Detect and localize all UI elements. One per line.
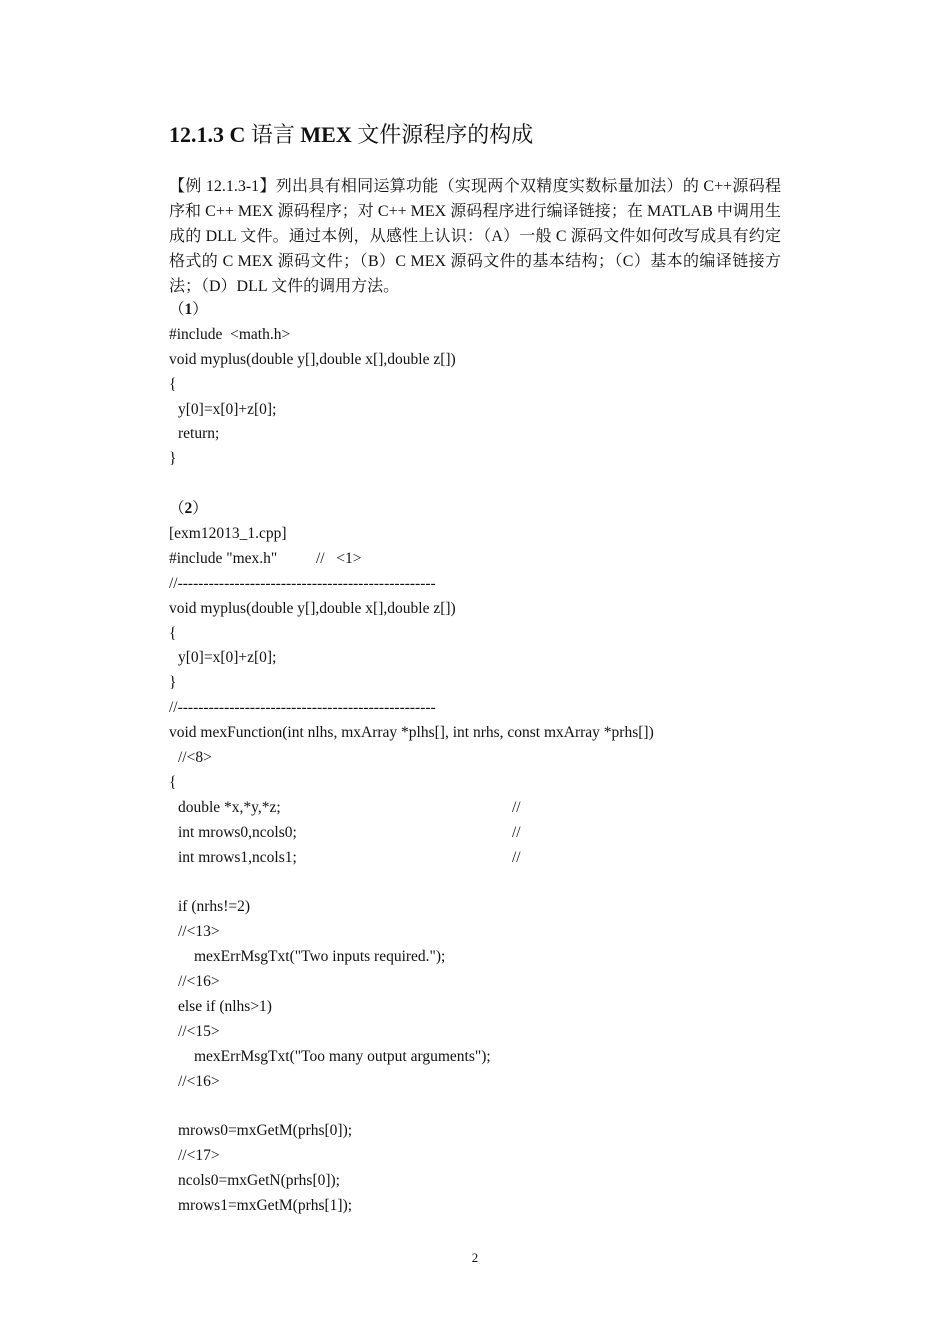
code-line: ncols0=mxGetN(prhs[0]); (178, 1172, 340, 1190)
section-heading (169, 120, 533, 150)
code-line: #include <math.h> (169, 325, 291, 343)
code-line: void myplus(double y[],double x[],double z[]) (169, 599, 456, 617)
code-line: y[0]=x[0]+z[0]; (178, 400, 277, 418)
code-line: mrows0=mxGetM(prhs[0]); (178, 1122, 353, 1140)
code-line: mrows1=mxGetM(prhs[1]); (178, 1197, 353, 1215)
code-line: } (169, 450, 177, 468)
blank-line (169, 870, 781, 895)
code-comment: //<16> (178, 973, 220, 991)
blank-line (169, 1095, 781, 1120)
section-number: 12.1.3 (169, 122, 224, 147)
code-line: int mrows0,ncols0; // (169, 821, 781, 846)
code-comment: // (512, 798, 521, 816)
example-paragraph (169, 174, 781, 299)
code-line: #include "mex.h" // <1> (169, 549, 362, 567)
code-line: return; (178, 425, 220, 443)
code-comment: //<16> (178, 1072, 220, 1090)
code-comment: //<17> (178, 1147, 220, 1165)
code-listing (169, 298, 781, 1219)
code-line: mexErrMsgTxt("Two inputs required."); (194, 948, 446, 966)
code-line: void myplus(double y[],double x[],double z[]) (169, 350, 456, 368)
section-title-mex: MEX (300, 122, 352, 147)
code-line: int mrows1,ncols1; // (169, 846, 781, 871)
code-line: void mexFunction(int nlhs, mxArray *plhs[], int nrhs, const mxArray *prhs[]) (169, 724, 654, 742)
section-title-c: C (229, 122, 246, 147)
code-line: double *x,*y,*z; // (169, 796, 781, 821)
blank-line (169, 472, 781, 497)
code-line: { (169, 624, 177, 642)
section-title-part1: 语言 (245, 122, 301, 147)
code-line: y[0]=x[0]+z[0]; (178, 649, 277, 667)
code-separator: //-------------------------------------------------- (169, 574, 436, 592)
code-line: if (nrhs!=2) (178, 898, 251, 916)
example-text: 列出具有相同运算功能（实现两个双精度实数标量加法）的 C++源码程序和 C++ MEX 源码程序；对 C++ MEX 源码程序进行编译链接；在 MATLAB 中调用生成的 DLL 文件。通过本例，从感性上认识：（A）一般 C 源码文件如何改写成具有约定格式的 C MEX 源码文件；（B）C MEX 源码文件的基本结构；（C）基本的编译链接方法；（D）DLL 文件的调用方法。 (169, 178, 781, 295)
part2-label: （2） (169, 500, 208, 518)
code-line: { (169, 773, 177, 791)
code-separator: //-------------------------------------------------- (169, 699, 436, 717)
section-title-part2: 文件源程序的构成 (351, 122, 534, 147)
code-comment: //<13> (178, 923, 220, 941)
code-line: mexErrMsgTxt("Too many output arguments"); (194, 1047, 491, 1065)
page-number: 2 (471, 1250, 479, 1265)
code-filename: [exm12013_1.cpp] (169, 525, 287, 543)
code-line: else if (nlhs>1) (178, 997, 272, 1015)
example-label: 【例 12.1.3-1】 (169, 178, 276, 195)
code-line: { (169, 375, 177, 393)
code-comment: // (512, 848, 521, 866)
code-comment: //<15> (178, 1022, 220, 1040)
code-comment: // (512, 823, 521, 841)
part1-label: （1） (169, 301, 208, 318)
code-line: } (169, 674, 177, 692)
code-comment: //<8> (178, 749, 212, 767)
